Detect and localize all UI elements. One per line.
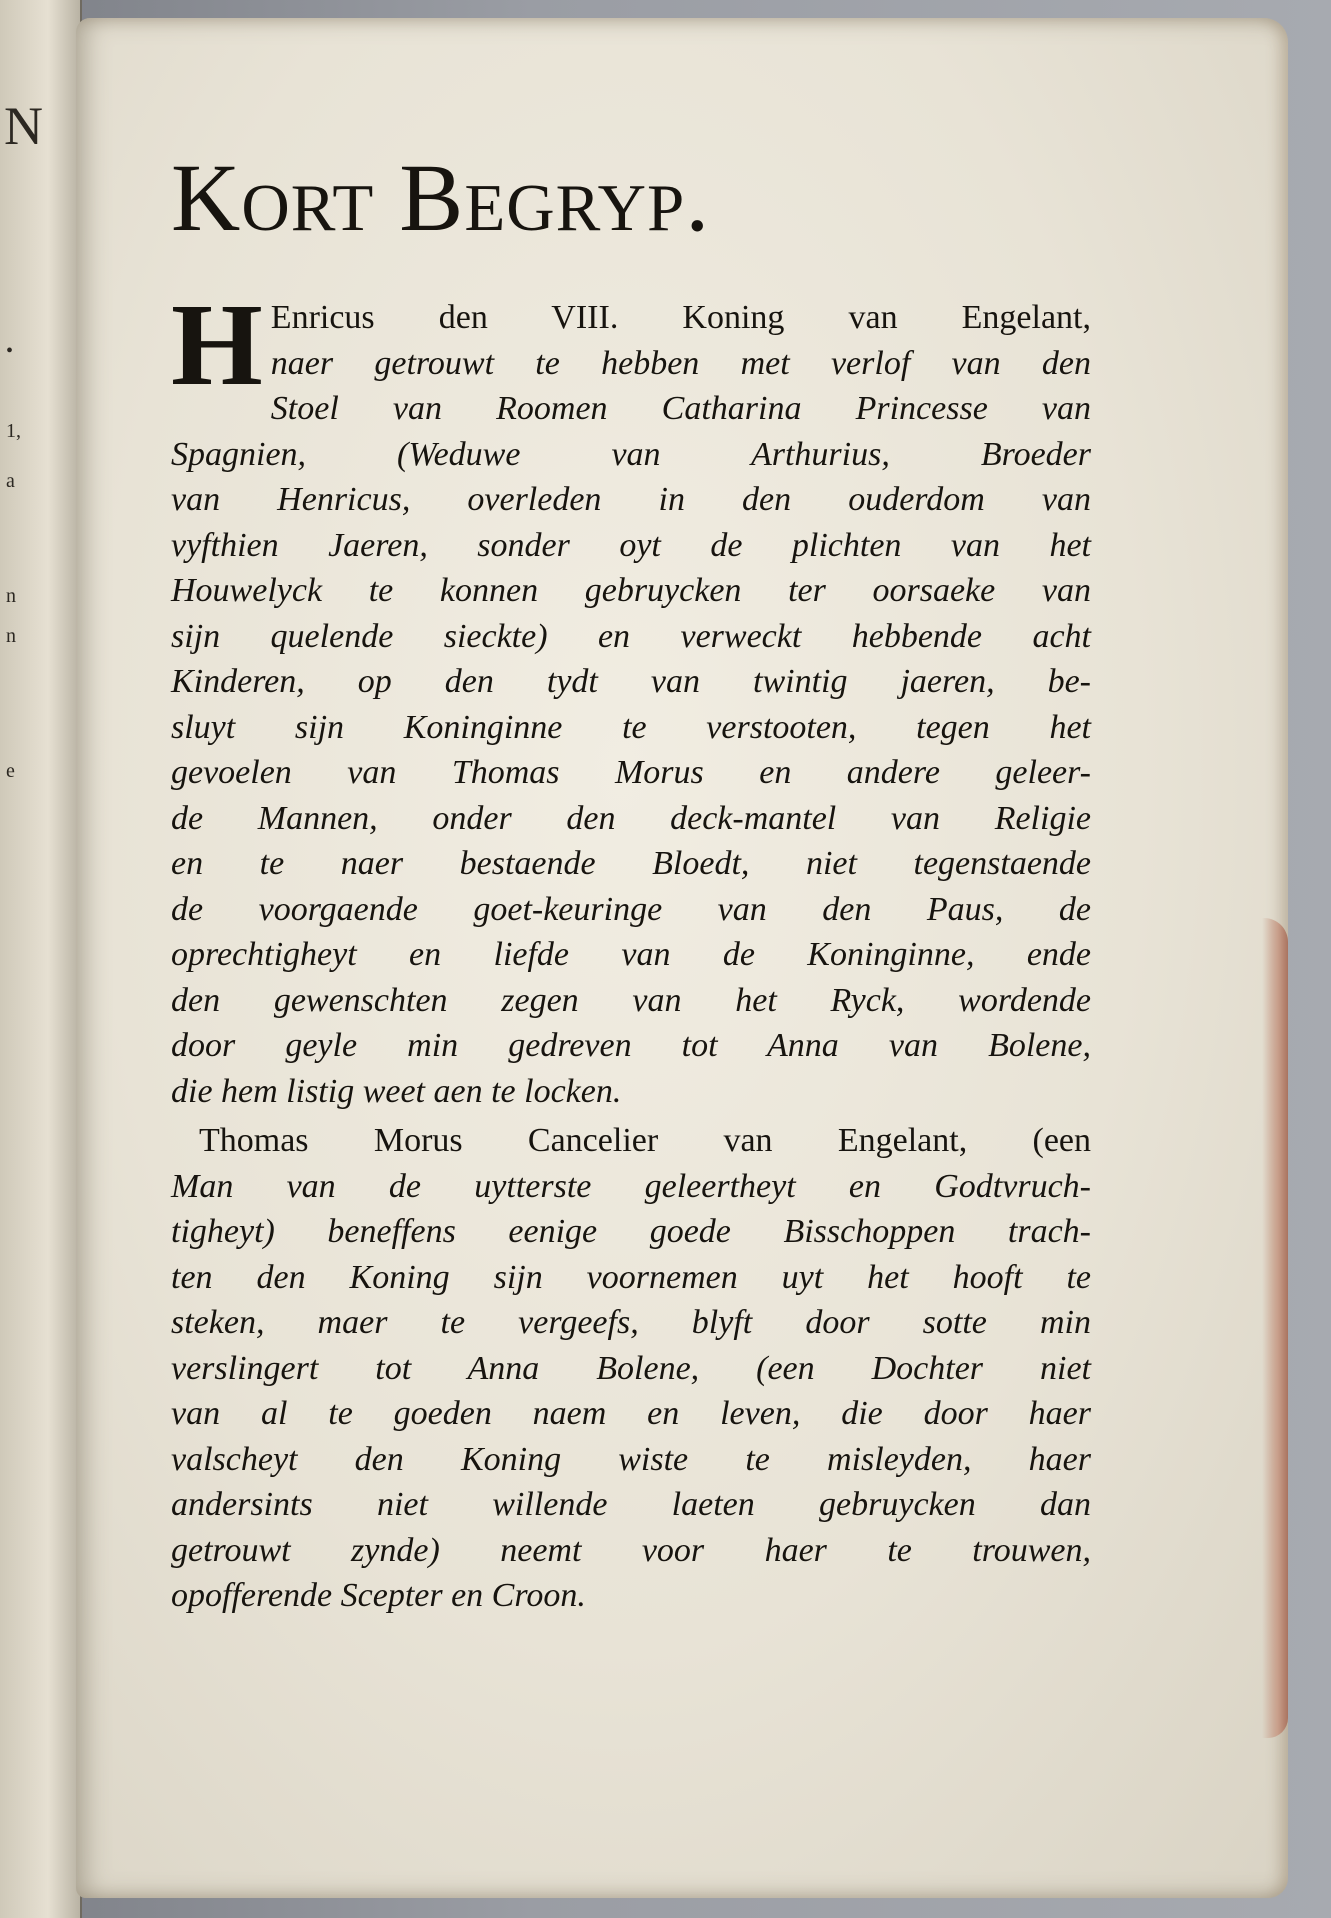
text-line: opofferende Scepter en Croon. [171,1577,586,1614]
text-line: die hem listig weet aen te locken. [171,1072,622,1110]
text-line: oprechtigheyt en liefde van de Koninginne, ende [171,936,1091,973]
text-line: Stoel van Roomen Catharina Princesse van [270,390,1091,427]
text-line: Man van de uytterste geleertheyt en Godtvruch- [171,1167,1091,1205]
text-line: verslingert tot Anna Bolene, (een Dochter niet [171,1349,1091,1387]
text-line: den gewenschten zegen van het Ryck, wordende [171,981,1091,1019]
left-page-fragment: n [6,625,16,647]
text-line: Kinderen, op den tydt van twintig jaeren, be- [171,663,1091,700]
left-page-edge [0,0,82,1918]
paragraph-2 [171,1118,1091,1619]
text-line: de voorgaende goet-keuringe van den Paus, de [171,890,1091,928]
text-line: Enricus den VIII. Koning van Engelant, [270,299,1091,336]
page-content [171,143,1091,1619]
text-line: getrouwt zynde) neemt voor haer te trouwen, [171,1531,1091,1569]
text-line: en te naer bestaende Bloedt, niet tegenstaende [171,845,1091,882]
left-page-fragment: n [6,585,16,607]
text-line: andersints niet willende laeten gebruycken dan [171,1486,1091,1523]
left-page-fragment: N [4,96,43,156]
text-line: van Henricus, overleden in den ouderdom van [171,481,1091,518]
text-line: sijn quelende sieckte) en verweckt hebbende acht [171,617,1091,655]
drop-cap: H [171,279,263,410]
text-line: van al te goeden naem en leven, die door haer [171,1395,1091,1432]
text-line: door geyle min gedreven tot Anna van Bolene, [171,1027,1091,1064]
text-line: tigheyt) beneffens eenige goede Bisschoppen trach- [171,1213,1091,1250]
text-line: Houwelyck te konnen gebruycken ter oorsaeke van [171,572,1091,609]
left-page-fragment: e [6,760,15,782]
left-page-fragment: a [6,470,15,492]
text-line: de Mannen, onder den deck-mantel van Religie [171,799,1091,837]
text-line: vyfthien Jaeren, sonder oyt de plichten van het [171,526,1091,564]
text-line: Thomas Morus Cancelier van Engelant, (een [199,1122,1091,1159]
paragraph-1 [171,279,1091,1114]
left-page-fragment: 1, [6,420,21,442]
text-line: steken, maer te vergeefs, blyft door sotte min [171,1304,1091,1341]
page-edge-stain [1262,918,1288,1738]
left-page-fragment: • [6,340,14,362]
text-line: naer getrouwt te hebben met verlof van den [270,344,1091,382]
text-line: ten den Koning sijn voornemen uyt het hooft te [171,1258,1091,1296]
text-line: valscheyt den Koning wiste te misleyden, haer [171,1440,1091,1478]
text-line: gevoelen van Thomas Morus en andere geleer- [171,754,1091,791]
text-line: sluyt sijn Koninginne te verstooten, tegen het [171,708,1091,746]
page-title: Kort Begryp. [171,144,711,251]
text-line: Spagnien, (Weduwe van Arthurius, Broeder [171,435,1091,473]
book-page [76,18,1288,1898]
